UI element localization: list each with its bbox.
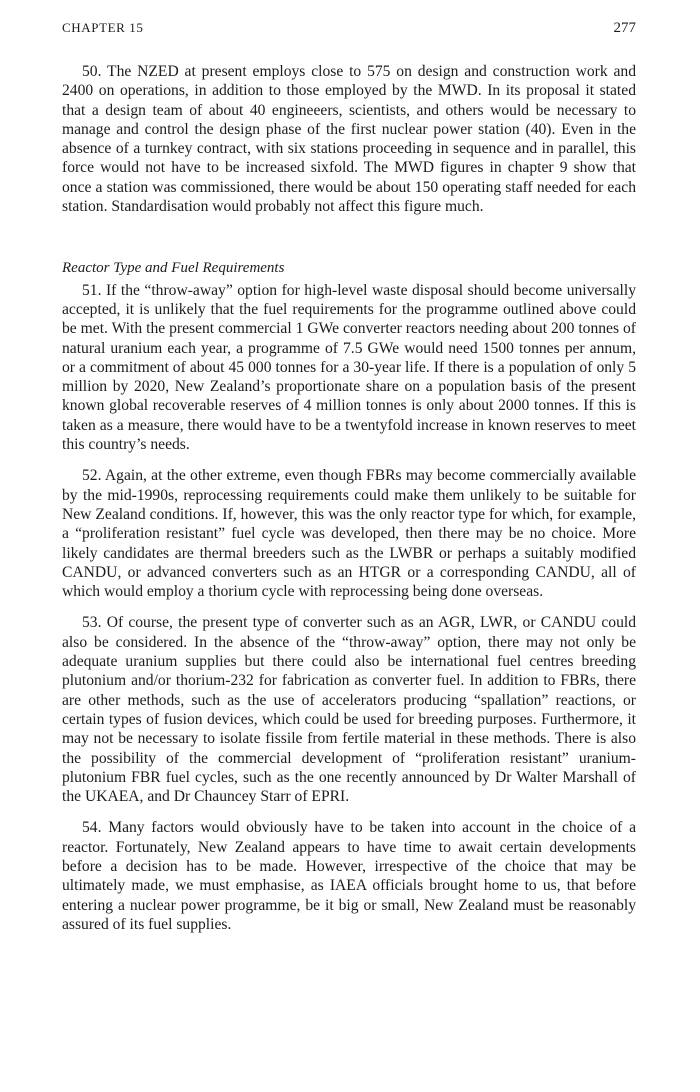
running-head [62,20,636,42]
section-heading: Reactor Type and Fuel Requirements [62,260,285,277]
paragraph-54: 54. Many factors would obviously have to be taken into account in the choice of a reactor. Fortunately, New Zealand appears to have time to await certain developments before a decision has to be made. However, irrespective of the choice that may be ultimately made, we must emphasise, as IAEA officials brought home to us, that before entering a nuclear power programme, be it big or small, New Zealand must be reasonably assured of its fuel supplies. [62,819,636,933]
chapter-label: CHAPTER 15 [62,20,144,35]
paragraph-53: 53. Of course, the present type of converter such as an AGR, LWR, or CANDU could also be considered. In the absence of the “throw-away” option, there may not only be adequate uranium supplies but there could also be international fuel centres breeding plutonium and/or thorium-232 for fabrication as converter fuel. In addition to FBRs, there are other methods, such as the use of accelerators producing “spallation” reactions, or certain types of fusion devices, which could be used for breeding purposes. Furthermore, it may not be necessary to isolate fissile from fertile material in these methods. There is also the possibility of the commercial development of “proliferation resistant” uranium-plutonium FBR fuel cycles, such as the one recently announced by Dr Walter Marshall of the UKAEA, and Dr Chauncey Starr of EPRI. [62,614,636,806]
paragraph-52: 52. Again, at the other extreme, even though FBRs may become commercially available by the mid-1990s, reprocessing requirements could make them unlikely to be suitable for New Zealand conditions. If, however, this was the only reactor type for which, for example, a “proliferation resistant” fuel cycle was developed, then there may be no choice. More likely candidates are thermal breeders such as the LWBR or perhaps a suitably modified CANDU, or advanced converters such as an HTGR or a corresponding CANDU, all of which would employ a thorium cycle with reprocessing being done overseas. [62,467,636,601]
paragraph-50: 50. The NZED at present employs close to 575 on design and construction work and 2400 on operations, in addition to those employed by the MWD. In its proposal it stated that a design team of about 40 engineeers, scientists, and others would be necessary to manage and control the design phase of the first nuclear power station (40). Even in the absence of a turnkey contract, with six stations proceeding in sequence and in parallel, this force would not have to be increased sixfold. The MWD figures in chapter 9 show that once a station was commissioned, there would be about 150 operating staff needed for each station. Standardisation would probably not affect this figure much. [62,63,636,216]
page-number: 277 [613,20,636,36]
body-text [62,62,636,934]
paragraph-51: 51. If the “throw-away” option for high-level waste disposal should become universally accepted, it is unlikely that the fuel requirements for the programme outlined above could be met. With the present commercial 1 GWe converter reactors needing about 200 tonnes of natural uranium each year, a programme of 7.5 GWe would need 1500 tonnes per annum, or a commitment of about 45 000 tonnes for a 30-year life. If there is a population of only 5 million by 2020, New Zealand’s proportionate share on a population basis of the present known global recoverable reserves of 4 million tonnes is only about 2000 tonnes. If this is taken as a measure, there would have to be a twentyfold increase in known reserves to meet this country’s needs. [62,281,636,454]
